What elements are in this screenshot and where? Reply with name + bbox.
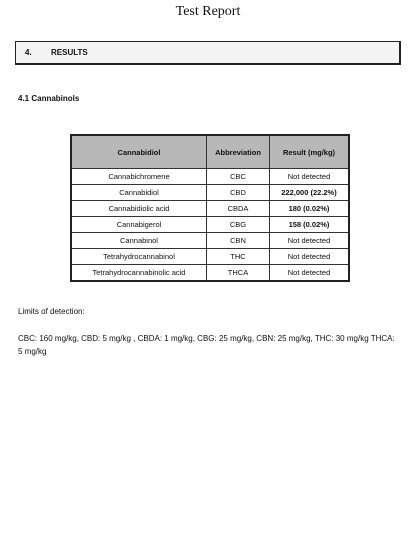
table-row bbox=[71, 217, 349, 233]
section-title: RESULTS bbox=[51, 48, 88, 57]
header-result: Result (mg/kg) bbox=[270, 135, 350, 169]
header-abbreviation: Abbreviation bbox=[207, 135, 270, 169]
header-cannabidiol: Cannabidiol bbox=[71, 135, 207, 169]
table-row bbox=[71, 265, 349, 282]
limits-text: CBC: 160 mg/kg, CBD: 5 mg/kg , CBDA: 1 mg/kg, CBG: 25 mg/kg, CBN: 25 mg/kg, THC: 30 mg/kg THCA: 5 mg/kg bbox=[18, 334, 395, 356]
cell-name: Cannabinol bbox=[71, 233, 207, 249]
document-title: Test Report bbox=[175, 4, 241, 19]
cell-abbreviation: THC bbox=[207, 249, 270, 265]
cell-abbreviation: THCA bbox=[207, 265, 270, 282]
table-row bbox=[71, 233, 349, 249]
cell-abbreviation: CBC bbox=[207, 169, 270, 185]
cell-name: Cannabichromene bbox=[71, 169, 207, 185]
subsection-title: 4.1 Cannabinols bbox=[18, 94, 80, 103]
cell-name: Cannabidiol bbox=[71, 185, 207, 201]
table-row bbox=[71, 249, 349, 265]
table-row bbox=[71, 169, 349, 185]
section-header bbox=[15, 41, 401, 65]
table-header-row bbox=[71, 135, 349, 169]
cell-abbreviation: CBDA bbox=[207, 201, 270, 217]
table-row bbox=[71, 185, 349, 201]
cell-name: Cannabidiolic acid bbox=[71, 201, 207, 217]
cell-result: 180 (0.02%) bbox=[270, 201, 350, 217]
section-number: 4. bbox=[25, 48, 32, 57]
cell-result: Not detected bbox=[270, 249, 350, 265]
cell-result: Not detected bbox=[270, 233, 350, 249]
cell-name: Tetrahydrocannabinol bbox=[71, 249, 207, 265]
cell-result: 158 (0.02%) bbox=[270, 217, 350, 233]
cell-result: Not detected bbox=[270, 265, 350, 282]
cell-name: Cannabigerol bbox=[71, 217, 207, 233]
limits-label: Limits of detection: bbox=[18, 307, 85, 316]
cell-abbreviation: CBN bbox=[207, 233, 270, 249]
cell-result: 222,000 (22.2%) bbox=[270, 185, 350, 201]
cell-abbreviation: CBD bbox=[207, 185, 270, 201]
cell-abbreviation: CBG bbox=[207, 217, 270, 233]
cell-result: Not detected bbox=[270, 169, 350, 185]
cannabinoid-results-table bbox=[70, 134, 350, 282]
table-row bbox=[71, 201, 349, 217]
cell-name: Tetrahydrocannabinolic acid bbox=[71, 265, 207, 282]
